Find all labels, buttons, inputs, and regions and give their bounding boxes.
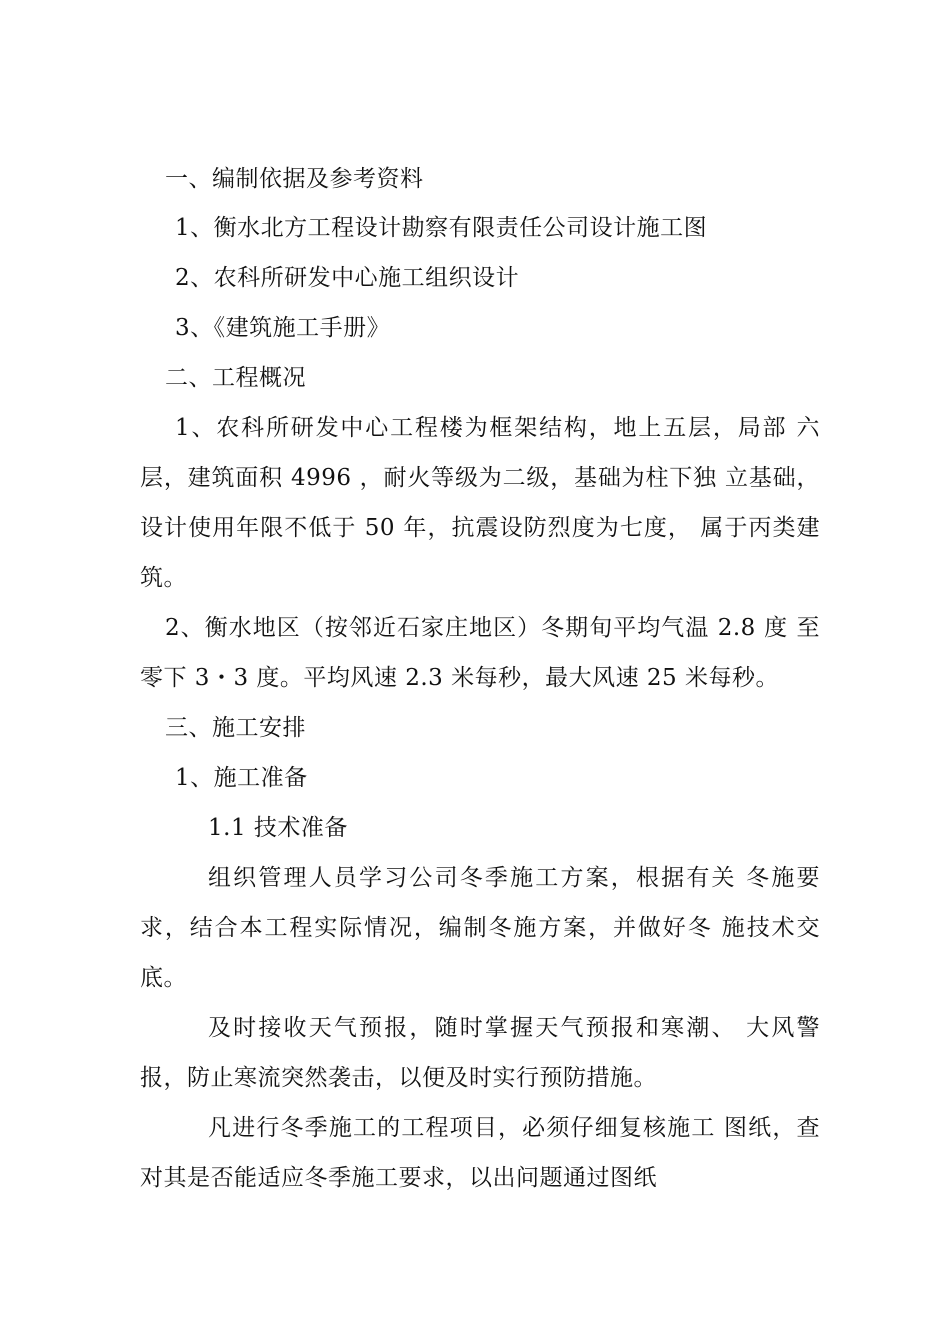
section-heading-basis: 一、编制依据及参考资料 — [165, 166, 424, 192]
paragraph-technical-3-line-2: 对其是否能适应冬季施工要求，以出问题通过图纸 — [140, 1165, 657, 1191]
paragraph-overview-1-line-1: 1、农科所研发中心工程楼为框架结构，地上五层，局部 六 — [175, 415, 820, 441]
subheading-technical-preparation: 1.1 技术准备 — [208, 815, 348, 841]
paragraph-technical-1-line-1: 组织管理人员学习公司冬季施工方案，根据有关 冬施要 — [208, 865, 820, 891]
paragraph-overview-1-line-4: 筑。 — [140, 565, 187, 591]
paragraph-technical-1-line-2: 求，结合本工程实际情况，编制冬施方案，并做好冬 施技术交 — [140, 915, 820, 941]
list-item-basis-1: 1、衡水北方工程设计勘察有限责任公司设计施工图 — [175, 215, 708, 241]
paragraph-overview-1-line-2: 层，建筑面积 4996 ，耐火等级为二级，基础为柱下独 立基础， — [140, 465, 820, 491]
paragraph-technical-3-line-1: 凡进行冬季施工的工程项目，必须仔细复核施工 图纸，查 — [208, 1115, 820, 1141]
list-item-basis-2: 2、农科所研发中心施工组织设计 — [175, 265, 520, 291]
paragraph-overview-2-line-2: 零下 3・3 度。平均风速 2.3 米每秒，最大风速 25 米每秒。 — [140, 665, 779, 691]
subheading-preparation: 1、施工准备 — [175, 765, 308, 791]
paragraph-overview-1-line-3: 设计使用年限不低于 50 年，抗震设防烈度为七度， 属于丙类建 — [140, 515, 820, 541]
paragraph-overview-2-line-1: 2、衡水地区（按邻近石家庄地区）冬期旬平均气温 2.8 度 至 — [165, 615, 820, 641]
paragraph-technical-2-line-2: 报，防止寒流突然袭击，以便及时实行预防措施。 — [140, 1065, 657, 1091]
list-item-basis-3: 3、《建筑施工手册》 — [175, 315, 391, 341]
paragraph-technical-2-line-1: 及时接收天气预报，随时掌握天气预报和寒潮、 大风警 — [208, 1015, 820, 1041]
section-heading-overview: 二、工程概况 — [165, 365, 306, 391]
section-heading-arrangement: 三、施工安排 — [165, 715, 306, 741]
paragraph-technical-1-line-3: 底。 — [140, 965, 187, 991]
